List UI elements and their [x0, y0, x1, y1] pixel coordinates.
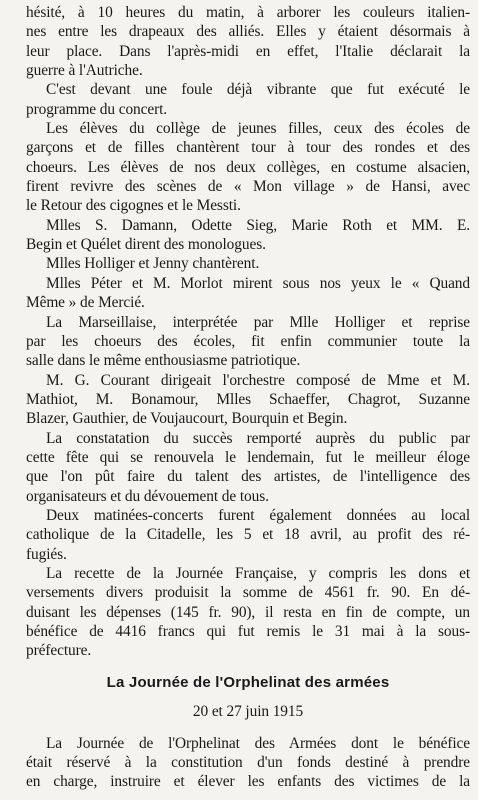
- text-line: Blazer, Gauthier, de Voujaucourt, Bourquin et Begin.: [26, 410, 348, 428]
- text-line: nes entre les drapeaux des alliés. Elles y étaient désormais à: [26, 23, 470, 41]
- text-line: La Marseillaise, interprétée par Mlle Holliger et reprise: [46, 313, 470, 331]
- text-line: Begin et Quélet dirent des monologues.: [26, 236, 266, 254]
- text-line: hésité, à 10 heures du matin, à arborer les couleurs italien-: [26, 4, 470, 21]
- text-line: cette fête qui se renouvela le lendemain, fut le meilleur éloge: [26, 448, 470, 466]
- text-line: garçons et de filles chantèrent tour à tour des rondes et des: [26, 139, 470, 157]
- text-line: duisant les dépenses (145 fr. 90), il resta en fin de compte, un: [26, 603, 470, 621]
- paragraph: [26, 734, 470, 792]
- text-line: choeurs. Les élèves de nos deux collèges, en costume alsacien,: [26, 158, 470, 176]
- text-line: La Journée de l'Orphelinat des Armées dont le bénéfice: [46, 734, 470, 752]
- text-line: était réservé à la constitution d'un fonds destiné à prendre: [26, 754, 470, 772]
- text-line: guerre à l'Autriche.: [26, 62, 143, 80]
- paragraph: [26, 216, 470, 255]
- text-line: le Retour des cigognes et le Messti.: [26, 197, 241, 215]
- text-line: La recette de la Journée Française, y compris les dons et: [46, 564, 470, 582]
- text-line: bénéfice de 4416 francs qui fut remis le 31 mai à la sous-: [26, 623, 470, 640]
- text-line: Mlles S. Damann, Odette Sieg, Marie Roth et MM. E.: [46, 216, 470, 234]
- text-line: salle dans le même enthousiasme patriotique.: [26, 352, 301, 370]
- paragraph: [26, 3, 470, 80]
- text-line: C'est devant une foule déjà vibrante que fut exécuté le: [46, 81, 470, 99]
- section-title: La Journée de l'Orphelinat des armées: [106, 673, 390, 691]
- text-line: programme du concert.: [26, 100, 168, 118]
- paragraph: [26, 274, 470, 313]
- text-line: La constatation du succès remporté auprès du public par: [46, 429, 470, 447]
- text-line: Mlles Holliger et Jenny chantèrent.: [46, 255, 260, 273]
- text-line: fugiés.: [26, 545, 67, 563]
- paragraph: [26, 254, 470, 273]
- paragraph: [26, 429, 470, 506]
- text-line: versements divers produisit la somme de 4561 fr. 90. En dé-: [26, 584, 470, 602]
- text-line: organisateurs et du dévouement de tous.: [26, 487, 269, 505]
- section-date: 20 et 27 juin 1915: [192, 702, 304, 720]
- text-line: en charge, instruire et élever les enfants des victimes de la: [26, 773, 470, 791]
- text-line: Mathiot, M. Bonamour, Mlles Schaeffer, Chagrot, Suzanne: [26, 390, 470, 408]
- text-line: Même » de Mercié.: [26, 294, 145, 312]
- text-line: par les choeurs des écoles, fit enfin communier toute la: [26, 332, 470, 350]
- paragraph: [26, 80, 470, 119]
- text-line: Mlles Péter et M. Morlot mirent sous nos yeux le « Quand: [46, 274, 470, 292]
- paragraph: [26, 506, 470, 564]
- text-line: Deux matinées-concerts furent également données au local: [46, 506, 470, 524]
- text-line: préfecture.: [26, 642, 92, 660]
- text-line: Les élèves du collège de jeunes filles, ceux des écoles de: [46, 120, 470, 138]
- paragraph: [26, 564, 470, 661]
- final-paragraph-container: [26, 734, 470, 792]
- text-line: M. G. Courant dirigeait l'orchestre composé de Mme et M.: [46, 371, 470, 389]
- paragraph: [26, 119, 470, 216]
- paragraph: [26, 313, 470, 371]
- text-line: leur place. Dans l'après-midi en effet, l'Italie déclarait la: [26, 42, 470, 60]
- text-line: que l'on pût faire du talent des artistes, de l'intelligence des: [26, 468, 470, 486]
- paragraph: [26, 371, 470, 429]
- article-body: [26, 3, 470, 661]
- text-line: firent revivre des scènes de « Mon village » de Hansi, avec: [26, 178, 470, 196]
- text-line: catholique de la Citadelle, les 5 et 18 avril, au profit des ré-: [26, 526, 470, 544]
